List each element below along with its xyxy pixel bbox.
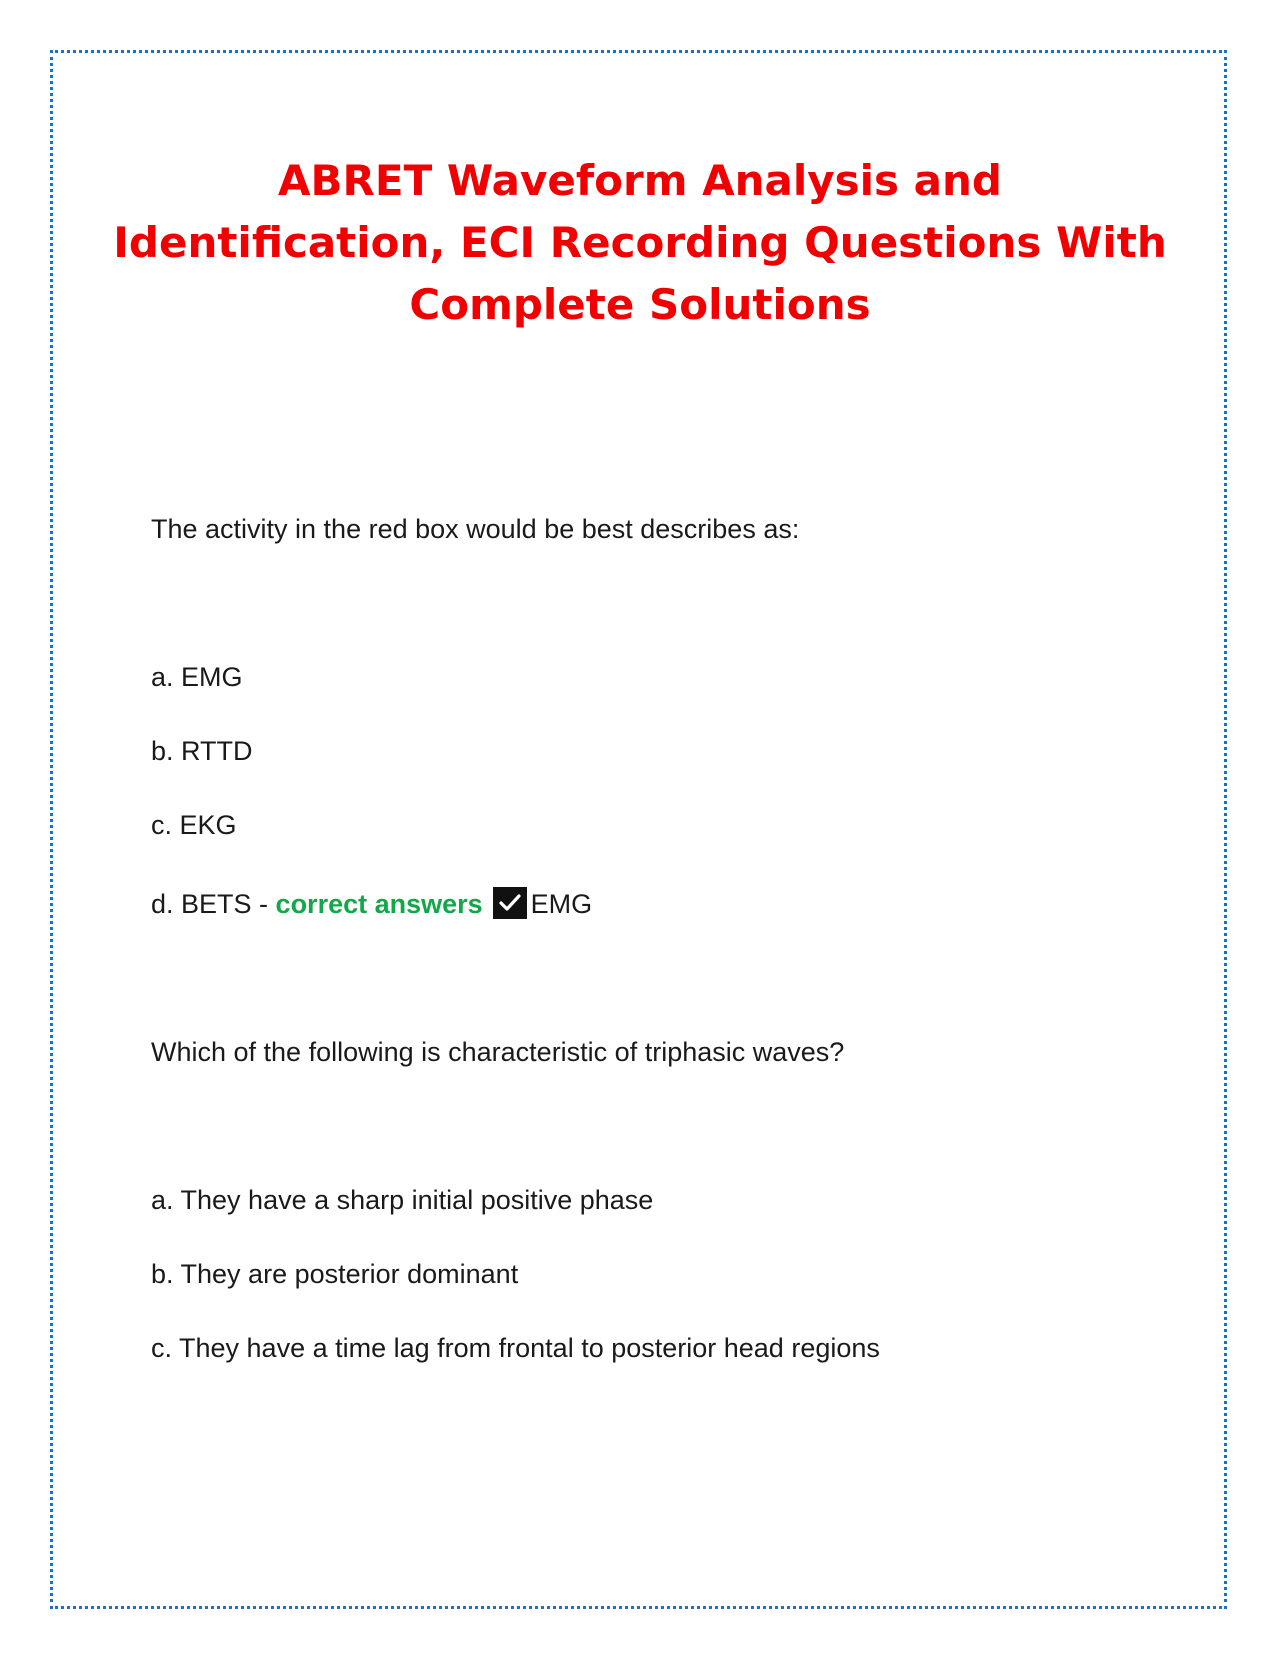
question-2-option-a: a. They have a sharp initial positive phase bbox=[151, 1185, 654, 1215]
question-1-option-b: b. RTTD bbox=[151, 736, 253, 766]
question-2-option-b: b. They are posterior dominant bbox=[151, 1259, 519, 1289]
question-1-option-a: a. EMG bbox=[151, 662, 243, 692]
title-line-1: ABRET Waveform Analysis and bbox=[278, 156, 1002, 205]
correct-answer-label: correct answers bbox=[275, 889, 483, 919]
question-1-option-c: c. EKG bbox=[151, 810, 237, 840]
title-line-3: Complete Solutions bbox=[409, 280, 871, 329]
document-title bbox=[100, 150, 1180, 336]
title-line-2: Identification, ECI Recording Questions With bbox=[113, 218, 1167, 267]
option-d-prefix: d. BETS - bbox=[151, 889, 276, 919]
question-2-prompt: Which of the following is characteristic of triphasic waves? bbox=[151, 1037, 845, 1067]
question-1-prompt: The activity in the red box would be best describes as: bbox=[151, 514, 800, 544]
correct-answer-value: EMG bbox=[530, 889, 593, 919]
question-2-option-c: c. They have a time lag from frontal to posterior head regions bbox=[151, 1333, 880, 1363]
check-mark-icon bbox=[493, 887, 527, 919]
question-1-option-d bbox=[151, 887, 592, 921]
